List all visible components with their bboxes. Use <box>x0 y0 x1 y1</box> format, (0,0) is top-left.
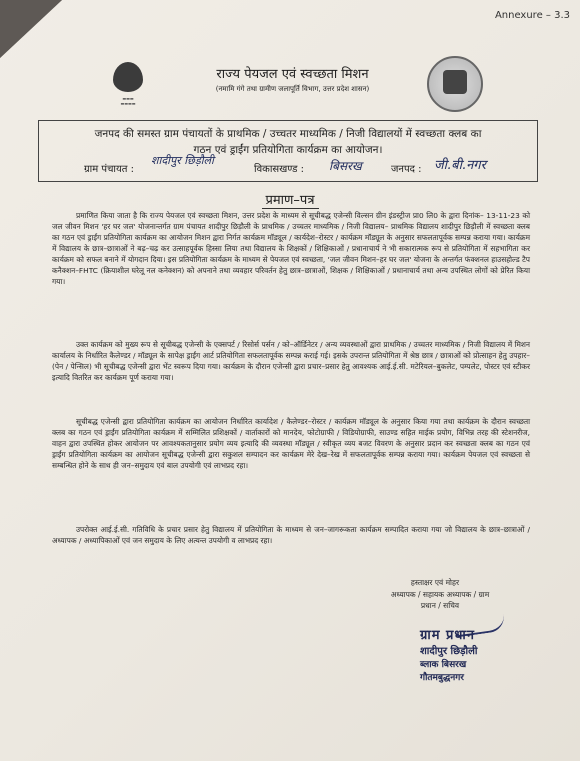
subject-box <box>38 120 538 182</box>
background-corner <box>0 0 62 58</box>
district-value: जी.बी.नगर <box>434 158 486 173</box>
gram-panchayat-value: शादीपुर छिड़ौली <box>151 154 214 167</box>
subject-line-1: जनपद की समस्त ग्राम पंचायतों के प्राथमिक / उच्चतर माध्यमिक / निजी विद्यालयों में स्वच्छता क्लब का <box>94 128 482 140</box>
signature-roles-2: प्रधान / सचिव <box>420 601 460 610</box>
emblem-center <box>443 70 467 94</box>
paragraph-1: प्रमाणित किया जाता है कि राज्य पेयजल एवं स्वच्छता मिशन, उत्तर प्रदेश के माध्यम से सूचीबद्ध एजेन्सी विल्सन ग्रीन इंडस्ट्रीज प्रा0 लि0 के द्वारा दिनांक– 13-11-23 को जल जीवन मिशन 'हर घर जल' योजनान्तर्गत ग्राम पंचायत शादीपुर छिड़ौली के प्राथमिक / उच्चतर माध्यमिक / निजी विद्यालय– प्राथमिक विद्यालय शादीपुर छिड़ौली में स्वच्छता क्लब का गठन एवं ड्राईंग प्रतियोगिता कार्यक्रम का आयोजन मिशन द्वारा निर्गत कार्यक्रम मॉड्यूल / कार्यदेश–रोस्टर / कार्यक्रम मॉड्यूल के अनुसार सफलतापूर्वक सम्पन्न कराया गया। कार्यक्रम में विद्यालय के छात्र–छात्राओं ने बढ़–चढ़ कर उत्साहपूर्वक हिस्सा लिया तथा विद्यालय के शिक्षकों / शिक्षिकाओं / प्रधानाचार्य ने भी सकारात्मक रूप से प्रतियोगिता में सहभागिता कर कार्यक्रम को सफल बनाने में योगदान दिया। इस प्रतियोगिता कार्यक्रम के माध्यम से पेयजल एवं स्वच्छता, 'जल जीवन मिशन–हर घर जल' योजना के अन्तर्गत फंक्शनल हाउसहोल्ड टैप कनैक्शन–FHTC (क्रियाशील घरेलू नल कनेक्शन) को अपनाने तथा व्यवहार परिवर्तन हेतु छात्र–छात्राओं, शिक्षक / शिक्षिकाओं / प्रधानाचार्य तथा अन्य उपस्थित लोगों को प्रेरित किया गया। <box>52 211 530 286</box>
subject-line-2: गठन एवं ड्राईंग प्रतियोगिता कार्यक्रम का आयोजन। <box>193 144 383 156</box>
gram-pradhan-stamp <box>420 625 530 683</box>
block-value: बिसरख <box>329 159 362 173</box>
paragraph-3: सूचीबद्ध एजेन्सी द्वारा प्रतियोगिता कार्यक्रम का आयोजन निर्धारित कार्यादेश / कैलेण्डर–रोस्टर / कार्यक्रम मॉड्यूल के अनुसार किया गया तथा कार्यक्रम के दौरान स्वच्छता क्लब का गठन एवं ड्राईंग प्रतियोगिता कार्यक्रम में सम्मिलित प्रशिक्षकों / वार्ताकारों को मानदेय, फोटोग्राफी / विडियोग्राफी, साउण्ड सहित माईक प्रयोग, विभिन्न तरह की स्टेशनरीज, वाहन द्वारा उपस्थित होकर आयोजन पर आवश्यकतानुसार प्रयोग व्यय इत्यादि की व्यवस्था मॉड्यूल / स्वीकृत व्यय बजट विवरण के अनुसार प्रदान कर स्वच्छता क्लब का गठन एवं ड्राईंग प्रतियोगिता कार्यक्रम का आयोजन सूचीबद्ध एजेन्सी द्वारा सकुशल सम्पादन कर कार्यक्रम मेरे देख–रेख में सफलतापूर्वक सम्पन्न कराया गया। कार्यक्रम पेयजल एवं स्वच्छता से सम्बन्धित होने के साथ ही जन–समुदाय एवं बाल उपयोगी एवं लाभप्रद रहा। <box>52 417 530 470</box>
block-label: विकासखण्ड : <box>254 164 305 175</box>
paragraph-2: उक्त कार्यक्रम को मुख्य रूप से सूचीबद्ध एजेन्सी के एक्सपर्ट / रिसोर्स पर्सन / को–ऑर्डिनेटर / अन्य व्यवस्थाओं द्वारा प्राथमिक / उच्चतर माध्यमिक / निजी विद्यालय में मिशन कार्यालय के निर्धारित कैलेण्डर / मॉड्यूल के सापेक्ष ड्राईंग आर्ट प्रतियोगिता सफलतापूर्वक सम्पन्न कराई गई। इसके उपरान्त प्रतियोगिता में श्रेष्ठ छात्र / छात्राओं को प्रोत्साहन हेतु उपहार–(पेन / पेन्सिल) भी सूचीबद्ध एजेन्सी द्वारा भेंट स्वरूप दिया गया। कार्यक्रम के दौरान एजेन्सी द्वारा प्रचार–प्रसार हेतु आवश्यक आई.ई.सी. मटेरियल–बुकलेट, पम्पलेट, पोस्टर एवं स्टीकर इत्यादि वितरित कर कार्यक्रम पूर्ण कराया गया। <box>52 340 530 382</box>
certificate-title <box>0 190 580 208</box>
district-label: जनपद : <box>391 164 422 175</box>
gram-panchayat-label: ग्राम पंचायत : <box>84 164 135 175</box>
jal-jeevan-logo <box>100 62 156 106</box>
water-drop-icon <box>113 62 143 92</box>
stamp-line-1: ग्राम प्रधान <box>420 628 475 643</box>
paragraph-4: उपरोक्त आई.ई.सी. गतिविधि के प्रचार प्रसार हेतु विद्यालय में प्रतियोगिता के माध्यम से जन–जागरूकता कार्यक्रम सम्पादित कराया गया जो विद्यालय के छात्र–छात्राओं / अध्यापक / अध्यापिकाओं एवं जन समुदाय के लिए अत्यन्त उपयोगी व लाभप्रद रहा। <box>52 525 530 545</box>
certificate-heading: प्रमाण–पत्र <box>262 193 319 209</box>
signature-label: हस्ताक्षर एवं मोहर <box>410 578 460 587</box>
up-government-emblem-icon <box>427 56 483 112</box>
stamp-line-4: गौतमबुद्धनगर <box>420 673 464 683</box>
logo-caption: ▬▬▬ ▬▬▬▬ <box>120 96 136 106</box>
org-subtitle: (नमामि गंगे तथा ग्रामीण जलापूर्ति विभाग, उत्तर प्रदेश शासन) <box>215 85 370 93</box>
organisation-header <box>165 64 420 94</box>
signature-roles-1: अध्यापक / सहायक अध्यापक / ग्राम <box>390 590 490 599</box>
annexure-label: Annexure – 3.3 <box>494 10 570 21</box>
stamp-line-3: ब्लाक बिसरख <box>420 660 467 670</box>
org-title: राज्य पेयजल एवं स्वच्छता मिशन <box>216 67 369 82</box>
stamp-line-2: शादीपुर छिड़ौली <box>420 646 478 657</box>
